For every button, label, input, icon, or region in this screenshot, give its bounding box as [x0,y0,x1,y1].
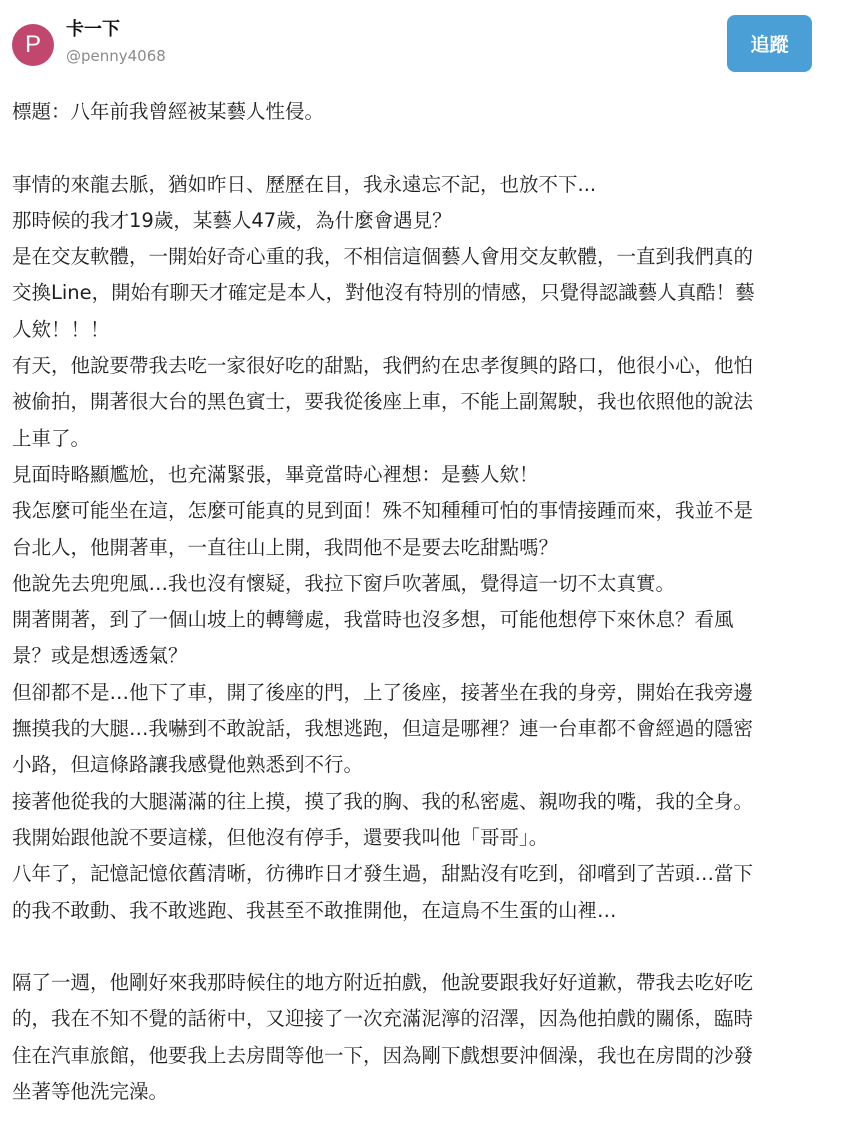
post-line: 是在交友軟體，一開始好奇心重的我，不相信這個藝人會用交友軟體，一直到我們真的 [12,245,754,269]
post-line: 台北人，他開著車，一直往山上開，我問他不是要去吃甜點嗎？ [12,535,559,559]
post-title: 標題：八年前我曾經被某藝人性侵。 [12,100,325,123]
post-body [12,94,832,1110]
post-line: 他說先去兜兜風…我也沒有懷疑，我拉下窗戶吹著風，覺得這一切不太真實。 [12,571,676,595]
post-line: 坐著等他洗完澡。 [12,1080,169,1104]
post-line: 的我不敢動、我不敢逃跑、我甚至不敢推開他，在這鳥不生蛋的山裡… [12,898,617,922]
post-line: 的，我在不知不覺的話術中，又迎接了一次充滿泥濘的沼澤，因為他拍戲的關係，臨時 [12,1007,754,1031]
follow-button[interactable]: 追蹤 [727,15,812,72]
post-line: 事情的來龍去脈，猶如昨日、歷歷在目，我永遠忘不記，也放不下... [12,172,597,196]
post-line: 見面時略顯尷尬，也充滿緊張，畢竟當時心裡想：是藝人欸！ [12,462,539,486]
avatar[interactable]: P [12,24,54,66]
post-line: 我開始跟他說不要這樣，但他沒有停手，還要我叫他「哥哥」。 [12,825,549,849]
post-line: 但卻都不是…他下了車，開了後座的門，上了後座，接著坐在我的身旁，開始在我旁邊 [12,680,754,704]
post-line: 交換Line，開始有聊天才確定是本人，對他沒有特別的情感，只覺得認識藝人真酷！藝 [12,281,755,305]
post-line: 住在汽車旅館，他要我上去房間等他一下，因為剛下戲想要沖個澡，我也在房間的沙發 [12,1043,754,1067]
post-header [0,0,845,90]
post-line: 撫摸我的大腿…我嚇到不敢說話，我想逃跑，但這是哪裡？連一台車都不會經過的隱密 [12,717,754,741]
author-name[interactable]: 卡一下 [66,19,120,40]
author-handle[interactable]: @penny4068 [66,47,166,65]
post-line: 那時候的我才19歲，某藝人47歲，為什麼會遇見？ [12,208,452,232]
post-line: 八年了，記憶記憶依舊清晰，彷彿昨日才發生過，甜點沒有吃到，卻嚐到了苦頭…當下 [12,862,754,886]
post-line: 景？或是想透透氣？ [12,644,188,668]
post-text [12,167,832,1111]
post-line: 隔了一週，他剛好來我那時候住的地方附近拍戲，他說要跟我好好道歉，帶我去吃好吃 [12,971,754,995]
post-line: 接著他從我的大腿滿滿的往上摸，摸了我的胸、我的私密處、親吻我的嘴，我的全身。 [12,789,754,813]
blank-line [12,929,832,965]
post-line: 人欸！！！ [12,317,110,341]
post-line: 小路，但這條路讓我感覺他熟悉到不行。 [12,753,364,777]
blank-line [12,130,832,166]
post-line: 被偷拍，開著很大台的黑色賓士，要我從後座上車，不能上副駕駛，我也依照他的說法 [12,390,754,414]
post-line: 有天，他說要帶我去吃一家很好吃的甜點，我們約在忠孝復興的路口，他很小心，他怕 [12,354,754,378]
post-line: 我怎麼可能坐在這，怎麼可能真的見到面！殊不知種種可怕的事情接踵而來，我並不是 [12,499,754,523]
post-line: 開著開著，到了一個山坡上的轉彎處，我當時也沒多想，可能他想停下來休息？看風 [12,608,734,632]
post-line: 上車了。 [12,426,91,450]
